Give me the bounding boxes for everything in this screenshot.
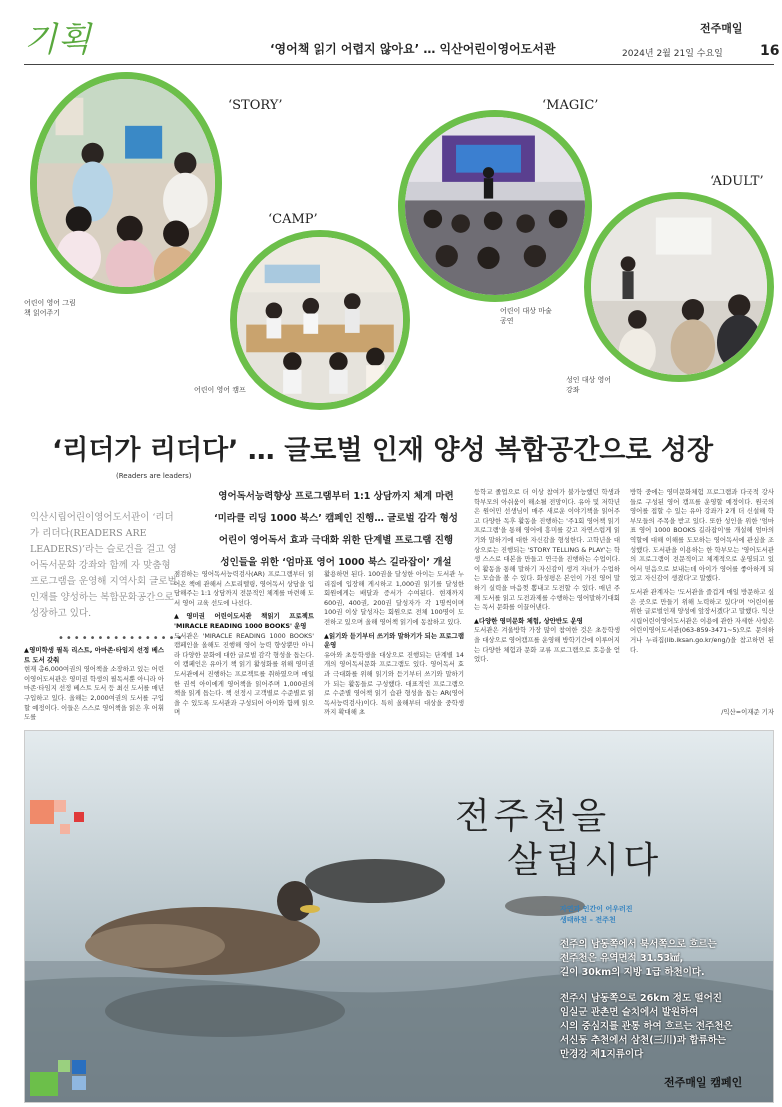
- col5-body-a: 방학 중에는 영미문화체험 프로그램과 다국적 강사들로 구성된 영어 캠프를 운영할 예정이다. 원국의 영어를 접할 수 있는 유아 강좌가 2개 더 신설해 학부모들의 주목을 받고 있다. 또한 성인을 위한 '엄마표 영어 1000 BOOKS 길라잡이'를 개설해 엄마의 역할에 대해 이해를 도모하는 영어독서에 관심을 조성했다. 도서관을 이용하는 한 학부모는 '영어도서관의 프로그램이 전문적이고 체계적으로 운영되고 있어서 믿음으로 보내는데 아이가 영어를 좋아하게 되었고 자신감이 생겼다'고 말했다.: [630, 488, 774, 583]
- ad-slogan-line1: 자연과 인간이 어우러진: [560, 905, 633, 913]
- ad-decor-square: [72, 1060, 86, 1074]
- photo-caption-story: 어린이 영어 그림 책 읽어주기: [24, 299, 76, 317]
- ad-decor-square: [72, 1076, 86, 1090]
- photo-story: [30, 72, 222, 294]
- photo-magic: [398, 110, 592, 302]
- ad-decor-square: [58, 1060, 70, 1072]
- ad-decor-square: [30, 800, 54, 824]
- photo-caption-camp: 어린이 영어 캠프: [194, 386, 246, 394]
- article-column-4: [474, 488, 620, 720]
- paper-name: 전주매일: [700, 22, 743, 35]
- col3-heading: ▲읽기와 듣기부터 쓰기와 말하기가 되는 프로그램 운영: [324, 631, 464, 650]
- article-column-5: [630, 488, 774, 706]
- issue-date: 2024년 2월 21일 수요일: [622, 49, 723, 59]
- ad-paragraph-1: 전주의 남동쪽에서 북서쪽으로 흐르는 전주천은 유역면적 31.53㎢, 길이 30km의 지방 1급 하천이다.: [560, 939, 717, 978]
- photo-adult: [584, 192, 774, 382]
- photo-camp: [230, 230, 410, 410]
- col3-body-b: 유아와 초등학생을 대상으로 진행되는 단계별 14개의 영어독서문화 프로그램도 있다. 영어독서 효과 극대화를 위해 읽기와 듣기부터 쓰기와 말하기가 되는 활동들로 구성했다. 대표적인 프로그램으로 수준별 영어책 읽기 습관 형성을 돕는 AR(영어독서능력검사)이다. 특히 올해부터 대상을 중학생까지 확대해 초: [324, 650, 464, 717]
- article-column-1: [24, 646, 164, 723]
- ad-paragraph-2: 전주시 남동쪽으로 26km 정도 떨어진 임실군 관촌면 슬치에서 발원하여 시의 중심지를 관통 하여 흐르는 전주천은 서신동 추천에서 삼천(三川)과 합류하는 만경강 제1지류이다: [560, 993, 733, 1060]
- ad-decor-square: [54, 800, 66, 812]
- photo-adult-image: [591, 199, 767, 375]
- page-header-title: ‘영어책 읽기 어렵지 않아요’ … 익산어린이영어도서관: [270, 42, 556, 56]
- col2-body-b: 도서관은 'MIRACLE READING 1000 BOOKS' 캠페인을 올해도 진행해 영어 능력 향상뿐만 아니라 다양한 문화에 대한 글로벌 감각 형성을 돕는다. 이 캠페인은 유아기 책 읽기 활성화를 위해 영미권 도서관에서 진행하는 프로젝트를 취하였으며 매일 한 권씩 아이에게 영어책을 읽어주며 1,000권의 책을 읽게 돕는다. 책 선정시 고객별로 수준별로 읽을 수 있도록 도서관과 구성되어 아이와 함께 읽으며: [174, 631, 314, 717]
- byline: /익산=이재준 기자: [721, 708, 774, 716]
- ad-decor-square: [74, 812, 84, 822]
- photo-label-adult: ‘ADULT’: [710, 174, 764, 189]
- ad-title-line2: 살립시다: [507, 840, 663, 881]
- article-lead: 익산시립어린이영어도서관이 ‘리더가 리더다(READERS ARE LEADERS)’라는 슬로건을 걸고 영어독서문화 강좌와 함께 자 맞춤형 프로그램을 운영해 지역사회 글로벌 인재를 양성하는 복합문화공간으로 성장하고 있다.: [30, 512, 177, 619]
- col1-body: 현재 총6,000여권의 영어책을 소장하고 있는 어린이영어도서관은 영미권 학생의 필독서뿐 아니라 아마존·타임지 선정 베스트 도서 등 최신 도서를 매년 구입하고 있다. 올해는 2,000여권의 도서를 구입할 예정이다. 이들은 스스로 영어책을 읽은 후 어휘도를: [24, 665, 164, 722]
- photo-caption-adult: 성인 대상 영어 강좌: [566, 376, 612, 394]
- article-column-3: [324, 570, 464, 720]
- ad-footer: 전주매일 캠페인: [664, 1076, 743, 1089]
- col1-heading: ▲영미학생 필독 리스트, 아마존·타임지 선정 베스트 도서 갖춰: [24, 646, 164, 664]
- article-deck: 영어독서능력향상 프로그램부터 1:1 상담까지 체계 마련 ‘미라클 리딩 1000 북스’ 캠페인 진행… 글로벌 감각 형성 어린이 영어독서 효과 극대화 위한 단계별 프로그램 진행 성인들을 위한 ‘엄마표 영어 1000 북스 길라잡이’ 개설: [214, 491, 458, 568]
- col2-body-a: 점검하는 영어독서능력검사(AR) 프로그램부터 읽어온 책에 관해서 스토리텔링, 영어독서 상담을 입담해주는 1:1 상담까지 전문적인 체계를 마련해 도서 영어 교육 선도에 나선다.: [174, 570, 314, 607]
- photo-label-magic: ‘MAGIC’: [542, 98, 599, 113]
- ad-decor-square: [30, 1072, 58, 1096]
- article-headline: ‘리더가 리더다’ … 글로벌 인재 양성 복합공간으로 성장: [52, 435, 714, 466]
- ad-decor-square: [60, 824, 70, 834]
- photo-story-image: [37, 79, 215, 287]
- header-divider: [24, 64, 774, 65]
- col4-body-a: 등학교 졸업으로 더 이상 참여가 불가능했던 학생과 학부모의 아쉬움이 해소될 전망이다. 유아 및 저학년은 원어민 선생님이 매주 새로운 이야기책을 읽어주고 다양한 독후 활동을 진행하는 '주1회 영어책 읽기 프로그램'을 통해 영어에 흥미를 갖고 자연스럽게 읽기와 말하기에 대한 자신감을 형성한다. 고학년을 대상으로는 진행되는 'STORY TELLING & PLAY'는 학생 스스로 대본을 만들고 연극을 진행하는 수업이다. 이 활동을 통해 말하기 자신감이 생겨 자녀가 수업하는 모습을 볼 수 있다. 화성평은 본인이 가진 영어 말하기 실력을 마음껏 뽐내고 도전할 수 있다. 매년 주제 도서를 읽고 도전과제를 수행하는 영어말하기대회는 독서 문화를 이끌어낸다.: [474, 488, 620, 612]
- photo-caption-magic: 어린이 대상 마술 공연: [500, 307, 552, 325]
- col4-heading: ▲다양한 영미문화 체험, 상안반도 운영: [474, 616, 583, 625]
- col3-body-a: 활용하면 된다. 100권을 달성한 아이는 도서관 누리집에 입장해 게시하고 1,000권 읽기를 달성한 회원에게는 배달과 증서가 수여된다. 현재까지 600권, 400권, 200권 달성자가 각 1명씩이며 100권 이상 달성자는 회원으로 전체 100명이 도전하고 있으며 올해 영어책 읽기에 동참하고 있다.: [324, 570, 464, 626]
- photo-label-camp: ‘CAMP’: [268, 212, 318, 227]
- photo-label-story: ‘STORY’: [228, 98, 283, 113]
- lead-divider-dots: ••••••••••••••••: [58, 633, 185, 644]
- col5-body-b: 도서관 관계자는 '도서관을 즐겁게 매일 방문하고 싶은 곳으로 만들기 위해 노력하고 있다'며 '어린이를 위한 글로벌인재 양성에 앞장서겠다'고 말했다. 익산시립어린이영어도서관은 이용에 관한 자세한 사항은 어린이영어도서관(063-859-3471~5)으로 문의하거나 누리집(lib.iksan.go.kr/eng/)을 참고하면 된다.: [630, 587, 774, 654]
- col4-body-b: 도서관은 겨울방학 가장 많이 참여한 것은 초등학생을 대상으로 영어캠프를 운영해 방학기간에 이루어지는 다양한 체험과 문화 교류 프로그램으로 호응을 얻었다.: [474, 626, 620, 664]
- section-label: 기획: [24, 20, 92, 60]
- ad-title-line1: 전주천을: [455, 796, 611, 837]
- page-number: 16: [760, 43, 780, 59]
- col2-heading: ▲영미권 어린이도서관 책읽기 프로젝트 'MIRACLE READING 1000 BOOKS' 운영: [174, 612, 314, 630]
- photo-camp-image: [237, 237, 403, 403]
- photo-magic-image: [405, 117, 585, 295]
- article-column-2: [174, 570, 314, 720]
- ad-slogan-line2: 생태하천 – 전주천: [560, 916, 616, 924]
- headline-subtitle: (Readers are leaders): [116, 472, 192, 480]
